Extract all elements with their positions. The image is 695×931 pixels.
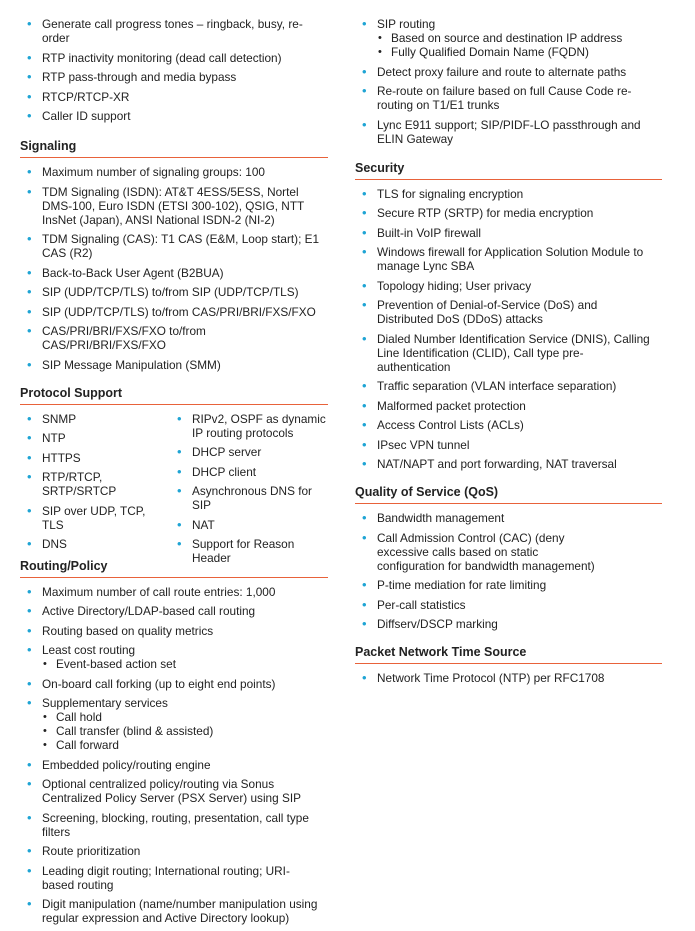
list-item	[355, 65, 655, 79]
list-item	[20, 90, 320, 104]
list-item-text: SIP Message Manipulation (SMM)	[42, 357, 221, 372]
list-item-text: IPsec VPN tunnel	[377, 437, 470, 452]
list-item	[170, 465, 330, 479]
list-item	[20, 585, 320, 599]
list-item-text: Bandwidth management	[377, 511, 505, 525]
list-item	[355, 187, 655, 201]
list-item	[20, 758, 320, 772]
list-item-text: Leading digit routing; International routing; URI-based routing	[42, 863, 290, 892]
list-item-text: Network Time Protocol (NTP) per RFC1708	[377, 671, 605, 685]
list-item	[20, 451, 170, 465]
list-item	[355, 279, 655, 293]
list-item	[355, 84, 655, 112]
list-item	[20, 232, 320, 260]
list-item-text: NAT/NAPT and port forwarding, NAT traversal	[377, 457, 617, 471]
list-item	[20, 470, 170, 498]
list-item	[355, 379, 655, 393]
list-item	[20, 51, 320, 65]
list-item-text: RTP/RTCP, SRTP/SRTCP	[42, 470, 117, 498]
list-item	[20, 844, 320, 858]
list-item	[355, 578, 600, 592]
list-item	[20, 537, 170, 551]
list-item-text: TDM Signaling (CAS): T1 CAS (E&M, Loop start); E1 CAS (R2)	[42, 232, 320, 260]
list-item	[355, 617, 600, 631]
protocol-list-b	[170, 412, 330, 571]
list-item-text: SIP routing	[377, 17, 436, 31]
list-item-text: Diffserv/DSCP marking	[377, 617, 498, 631]
list-item	[355, 438, 655, 452]
list-item-text: Re-route on failure based on full Cause Code re-routing on T1/E1 trunks	[377, 84, 632, 112]
list-item	[20, 811, 320, 839]
list-item-text: TLS for signaling encryption	[377, 186, 524, 201]
list-item-text: Asynchronous DNS for SIP	[192, 484, 312, 512]
list-item	[20, 777, 320, 805]
list-item-text: HTTPS	[42, 450, 81, 465]
list-item	[170, 412, 330, 440]
list-item	[355, 598, 600, 612]
list-item	[20, 864, 320, 892]
section-title-qos: Quality of Service (QoS)	[355, 485, 662, 504]
protocol-support-lists	[20, 412, 328, 571]
list-item-text: Maximum number of call route entries: 1,000	[42, 584, 276, 599]
list-item-text: DHCP server	[192, 445, 262, 459]
list-item	[20, 431, 170, 445]
qos-list	[355, 511, 600, 631]
sub-list-item: • Fully Qualified Domain Name (FQDN)	[377, 45, 655, 59]
sub-list	[42, 657, 320, 671]
protocol-list-a	[20, 412, 170, 571]
list-item-text: Prevention of Denial-of-Service (DoS) and Distributed DoS (DDoS) attacks	[377, 298, 598, 326]
list-item-text: SNMP	[42, 411, 77, 426]
routing-list	[20, 585, 320, 926]
list-item-text: RIPv2, OSPF as dynamic IP routing protocols	[192, 411, 326, 440]
sub-list-item: • Call forward	[42, 738, 320, 752]
section-title-security: Security	[355, 161, 662, 180]
list-item-text: Screening, blocking, routing, presentation, call type filters	[42, 810, 309, 839]
list-item	[20, 285, 320, 299]
list-item	[20, 677, 320, 691]
list-item	[355, 418, 655, 432]
list-item-text: Routing based on quality metrics	[42, 623, 214, 638]
list-item	[355, 206, 655, 220]
list-item-text: Built-in VoIP firewall	[377, 225, 482, 240]
list-item-text: TDM Signaling (ISDN): AT&T 4ESS/5ESS, Nortel DMS-100, Euro ISDN (ETSI 300-102), QSIG, NTT InsNet (Japan), ANSI National ISDN-2 (NI-2)	[42, 184, 305, 227]
section-title-signaling: Signaling	[20, 139, 328, 158]
list-item	[20, 897, 320, 925]
sub-list	[42, 710, 320, 752]
features-list-top-right	[355, 17, 655, 146]
features-list-top-left	[20, 17, 320, 123]
list-item	[170, 445, 330, 459]
sub-list	[377, 31, 655, 59]
list-item	[20, 696, 320, 752]
list-item-text: RTP pass-through and media bypass	[42, 70, 237, 84]
list-item	[20, 17, 320, 45]
security-list	[355, 187, 655, 472]
list-item-text: SIP over UDP, TCP, TLS	[42, 503, 146, 532]
list-item	[20, 324, 320, 352]
list-item	[20, 624, 320, 638]
list-item-text: Windows firewall for Application Solution Module to manage Lync SBA	[377, 245, 644, 273]
list-item	[355, 399, 655, 413]
list-item	[355, 298, 655, 326]
list-item	[20, 165, 320, 179]
list-item	[355, 332, 655, 374]
list-item-text: Maximum number of signaling groups: 100	[42, 165, 265, 179]
list-item-text: Least cost routing	[42, 643, 136, 657]
list-item	[355, 226, 655, 240]
left-column	[20, 0, 328, 931]
time-source-list	[355, 671, 655, 685]
list-item-text: DNS	[42, 537, 67, 551]
list-item-text: NTP	[42, 431, 66, 445]
list-item-text: Call Admission Control (CAC) (deny excessive calls based on static configuration for bandwidth management)	[377, 530, 595, 573]
list-item	[20, 70, 320, 84]
list-item	[20, 504, 170, 532]
list-item-text: Digit manipulation (name/number manipulation using regular expression and Active Directory lookup)	[42, 897, 318, 925]
section-title-protocol-support: Protocol Support	[20, 386, 328, 405]
list-item	[170, 537, 330, 565]
list-item-text: Route prioritization	[42, 844, 141, 858]
list-item-text: Caller ID support	[42, 109, 131, 123]
sub-list-item: • Based on source and destination IP address	[377, 31, 655, 45]
list-item-text: Supplementary services	[42, 696, 168, 710]
list-item	[20, 358, 320, 372]
signaling-list	[20, 165, 320, 372]
list-item-text: SIP (UDP/TCP/TLS) to/from CAS/PRI/BRI/FXS/FXO	[42, 304, 316, 319]
list-item-text: Embedded policy/routing engine	[42, 757, 211, 772]
list-item-text: Back-to-Back User Agent (B2BUA)	[42, 265, 224, 280]
list-item	[355, 531, 600, 573]
list-item-text: Topology hiding; User privacy	[377, 278, 532, 293]
list-item	[170, 484, 330, 512]
list-item-text: Secure RTP (SRTP) for media encryption	[377, 206, 594, 220]
list-item-text: SIP (UDP/TCP/TLS) to/from SIP (UDP/TCP/TLS)	[42, 285, 299, 299]
list-item	[355, 671, 655, 685]
list-item-text: Traffic separation (VLAN interface separation)	[377, 379, 617, 393]
sub-list-item: • Call transfer (blind & assisted)	[42, 724, 320, 738]
list-item-text: CAS/PRI/BRI/FXS/FXO to/from CAS/PRI/BRI/FXS/FXO	[42, 324, 206, 352]
list-item	[20, 305, 320, 319]
list-item-text: RTCP/RTCP-XR	[42, 89, 130, 104]
section-title-time-source: Packet Network Time Source	[355, 645, 662, 664]
list-item-text: Detect proxy failure and route to alternate paths	[377, 64, 627, 79]
list-item	[20, 185, 320, 227]
list-item-text: Generate call progress tones – ringback, busy, re-order	[42, 17, 303, 45]
right-column	[355, 0, 662, 691]
list-item	[355, 17, 655, 59]
list-item	[355, 118, 655, 146]
list-item	[20, 266, 320, 280]
list-item-text: P-time mediation for rate limiting	[377, 578, 547, 592]
list-item-text: Per-call statistics	[377, 597, 466, 612]
list-item-text: Dialed Number Identification Service (DNIS), Calling Line Identification (CLID), Call type pre-authentication	[377, 331, 650, 374]
section-title-routing-policy: Routing/Policy	[20, 558, 108, 573]
list-item	[20, 109, 320, 123]
list-item-text: DHCP client	[192, 464, 257, 479]
list-item-text: Optional centralized policy/routing via Sonus Centralized Policy Server (PSX Server) using SIP	[42, 777, 301, 805]
list-item-text: NAT	[192, 517, 215, 532]
list-item	[355, 511, 600, 525]
list-item-text: RTP inactivity monitoring (dead call detection)	[42, 50, 282, 65]
list-item	[20, 604, 320, 618]
list-item-text: Access Control Lists (ACLs)	[377, 418, 524, 432]
list-item	[20, 412, 170, 426]
list-item-text: Support for Reason Header	[192, 537, 295, 565]
list-item	[355, 245, 655, 273]
sub-list-item: • Event-based action set	[42, 657, 320, 671]
list-item-text: Malformed packet protection	[377, 398, 526, 413]
list-item	[170, 518, 330, 532]
list-item-text: Lync E911 support; SIP/PIDF-LO passthrough and ELIN Gateway	[377, 117, 641, 146]
routing-rule	[20, 577, 328, 578]
list-item	[355, 457, 655, 471]
list-item	[20, 643, 320, 671]
list-item-text: Active Directory/LDAP-based call routing	[42, 604, 256, 618]
list-item-text: On-board call forking (up to eight end points)	[42, 676, 276, 691]
sub-list-item: • Call hold	[42, 710, 320, 724]
